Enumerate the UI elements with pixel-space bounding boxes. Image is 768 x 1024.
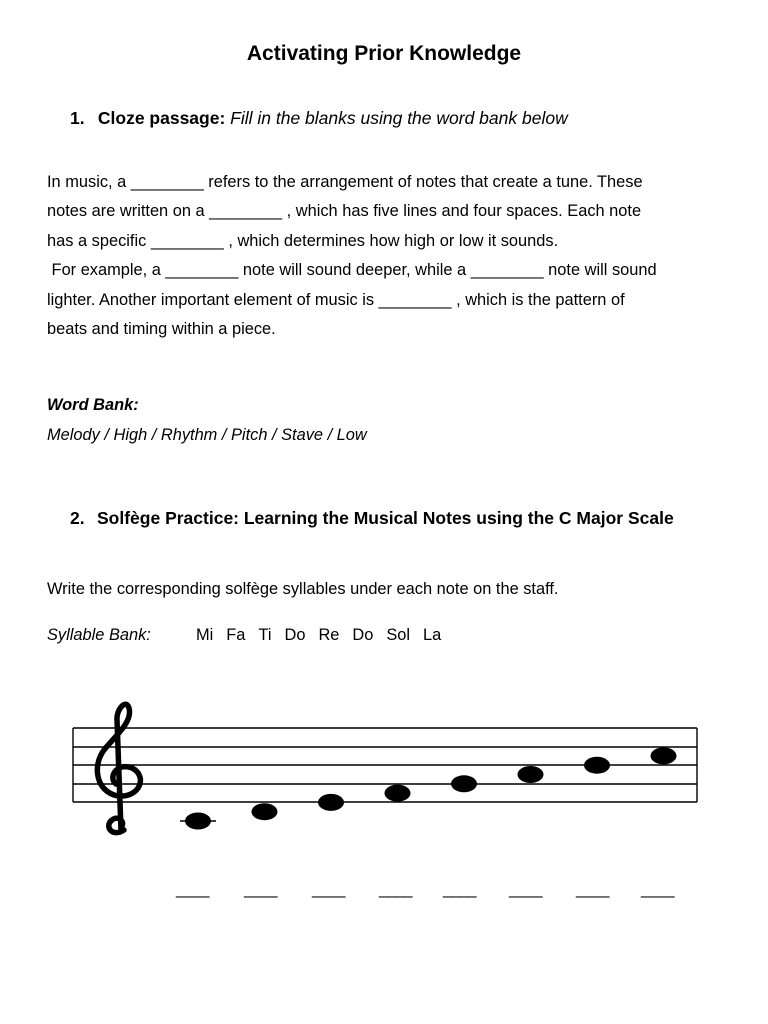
syllable: Ti [258, 626, 272, 644]
syllable: Sol [386, 626, 411, 644]
page-title: Activating Prior Knowledge [246, 42, 522, 65]
note-d4 [252, 803, 278, 820]
word-bank-label: Word Bank: [47, 396, 139, 414]
answer-blank[interactable]: ____ [641, 880, 674, 898]
solfege-instruction: Write the corresponding solfège syllables under each note on the staff. [47, 580, 559, 598]
note-c5 [651, 747, 677, 764]
note-f4 [385, 785, 411, 802]
section-1-title: Cloze passage: [97, 108, 226, 128]
syllable: Re [318, 626, 340, 644]
section-1-instruction: Fill in the blanks using the word bank below [230, 108, 568, 128]
note-b4 [584, 757, 610, 774]
syllable-bank-label: Syllable Bank: [47, 626, 151, 644]
syllable: Fa [226, 626, 246, 644]
syllable: Do [352, 626, 374, 644]
syllable: La [423, 626, 442, 644]
answer-blank[interactable]: ____ [509, 880, 542, 898]
syllable: Do [284, 626, 306, 644]
section-2-title: Solfège Practice: Learning the Musical Notes using the C Major Scale [97, 508, 674, 528]
answer-blank[interactable]: ____ [443, 880, 476, 898]
syllable-bank [196, 626, 454, 645]
note-e4 [318, 794, 344, 811]
note-c4 [185, 813, 211, 830]
cloze-line: has a specific ________ , which determines how high or low it sounds. [47, 231, 559, 250]
section-2-heading [70, 506, 710, 531]
cloze-passage [47, 168, 737, 344]
answer-blank[interactable]: ____ [576, 880, 609, 898]
answer-blank[interactable]: ____ [379, 880, 412, 898]
section-1-number: 1. [70, 108, 85, 128]
syllable: Mi [196, 626, 214, 644]
treble-clef-icon [97, 704, 140, 832]
cloze-line: In music, a ________ refers to the arrangement of notes that create a tune. These [47, 173, 643, 191]
section-2-number: 2. [70, 508, 85, 528]
cloze-line: lighter. Another important element of music is ________ , which is the pattern of [47, 290, 625, 309]
answer-blank[interactable]: ____ [244, 880, 277, 898]
word-bank-words: Melody / High / Rhythm / Pitch / Stave / Low [47, 426, 367, 444]
note-a4 [518, 766, 544, 783]
cloze-line: beats and timing within a piece. [47, 320, 276, 339]
answer-blank[interactable]: ____ [312, 880, 345, 898]
note-g4 [451, 775, 477, 792]
answer-blank[interactable]: ____ [176, 880, 209, 898]
music-staff [0, 680, 768, 860]
notes [185, 747, 677, 829]
cloze-line: notes are written on a ________ , which has five lines and four spaces. Each note [47, 202, 642, 221]
section-1-heading [70, 106, 568, 131]
cloze-line: For example, a ________ note will sound deeper, while a ________ note will sound [47, 261, 657, 280]
